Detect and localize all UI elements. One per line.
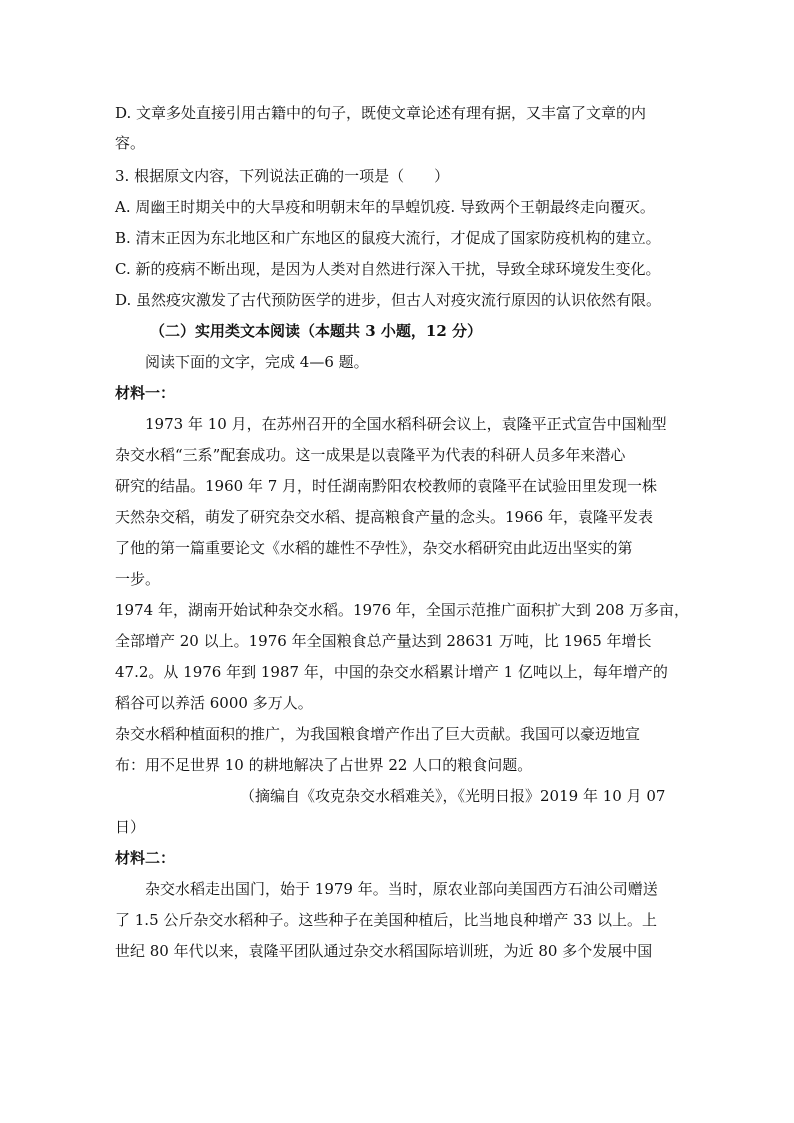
material-1-p3-line-2: 布：用不足世界 10 的耕地解决了占世界 22 人口的粮食问题。 xyxy=(115,756,533,774)
citation-line-2: 日） xyxy=(115,818,146,836)
material-1-p2-line-4: 稻谷可以养活 6000 多万人。 xyxy=(115,694,313,712)
material-1-p1-line-1: 1973 年 10 月，在苏州召开的全国水稻科研会议上，袁隆平正式宣告中国籼型 xyxy=(145,415,667,433)
material-1-p2-line-1: 1974 年，湖南开始试种杂交水稻。1976 年，全国示范推广面积扩大到 208 万多亩， xyxy=(115,601,690,619)
material-1-p1-line-4: 天然杂交稻，萌发了研究杂交水稻、提高粮食产量的念头。1966 年，袁隆平发表 xyxy=(115,508,653,526)
material-1-p1-line-5: 了他的第一篇重要论文《水稻的雄性不孕性》，杂交水稻研究由此迈出坚实的第 xyxy=(115,539,633,557)
material-1-heading: 材料一： xyxy=(115,384,176,402)
material-1-p2-line-2: 全部增产 20 以上。1976 年全国粮食总产量达到 28631 万吨，比 1965 年增长 xyxy=(115,632,652,650)
option-d-line-2: 容。 xyxy=(115,134,146,152)
option-d: D. 虽然疫灾激发了古代预防医学的进步，但古人对疫灾流行原因的认识依然有限。 xyxy=(115,291,662,309)
option-d-line-1: D. 文章多处直接引用古籍中的句子，既使文章论述有理有据，又丰富了文章的内 xyxy=(115,104,647,122)
material-1-p1-line-6: 一步。 xyxy=(115,570,161,588)
material-2-line-1: 杂交水稻走出国门，始于 1979 年。当时，原农业部向美国西方石油公司赠送 xyxy=(145,880,658,898)
material-2-line-2: 了 1.5 公斤杂交水稻种子。这些种子在美国种植后，比当地良种增产 33 以上。上 xyxy=(115,911,658,929)
citation-line-1: （摘编自《攻克杂交水稻难关》，《光明日报》2019 年 10 月 07 xyxy=(240,787,666,805)
material-1-p2-line-3: 47.2。从 1976 年到 1987 年，中国的杂交水稻累计增产 1 亿吨以上，每年增产的 xyxy=(115,663,668,681)
material-2-heading: 材料二： xyxy=(115,849,176,867)
question-3: 3. 根据原文内容，下列说法正确的一项是（ ） xyxy=(115,167,450,185)
option-c: C. 新的疫病不断出现，是因为人类对自然进行深入干扰，导致全球环境发生变化。 xyxy=(115,260,661,278)
material-1-p1-line-3: 研究的结晶。1960 年 7 月，时任湖南黔阳农校教师的袁隆平在试验田里发现一株 xyxy=(115,477,658,495)
section-heading: （二）实用类文本阅读（本题共 3 小题，12 分） xyxy=(150,322,482,340)
material-1-p3-line-1: 杂交水稻种植面积的推广，为我国粮食增产作出了巨大贡献。我国可以豪迈地宣 xyxy=(115,725,641,743)
material-2-line-3: 世纪 80 年代以来，袁隆平团队通过杂交水稻国际培训班，为近 80 多个发展中国 xyxy=(115,942,653,960)
option-b: B. 清末正因为东北地区和广东地区的鼠疫大流行，才促成了国家防疫机构的建立。 xyxy=(115,229,661,247)
material-1-p1-line-2: 杂交水稻“三系”配套成功。这一成果是以袁隆平为代表的科研人员多年来潜心 xyxy=(115,446,626,464)
instruction: 阅读下面的文字，完成 4—6 题。 xyxy=(145,353,369,371)
option-a: A. 周幽王时期关中的大旱疫和明朝末年的旱蝗饥疫. 导致两个王朝最终走向覆灭。 xyxy=(115,198,655,216)
